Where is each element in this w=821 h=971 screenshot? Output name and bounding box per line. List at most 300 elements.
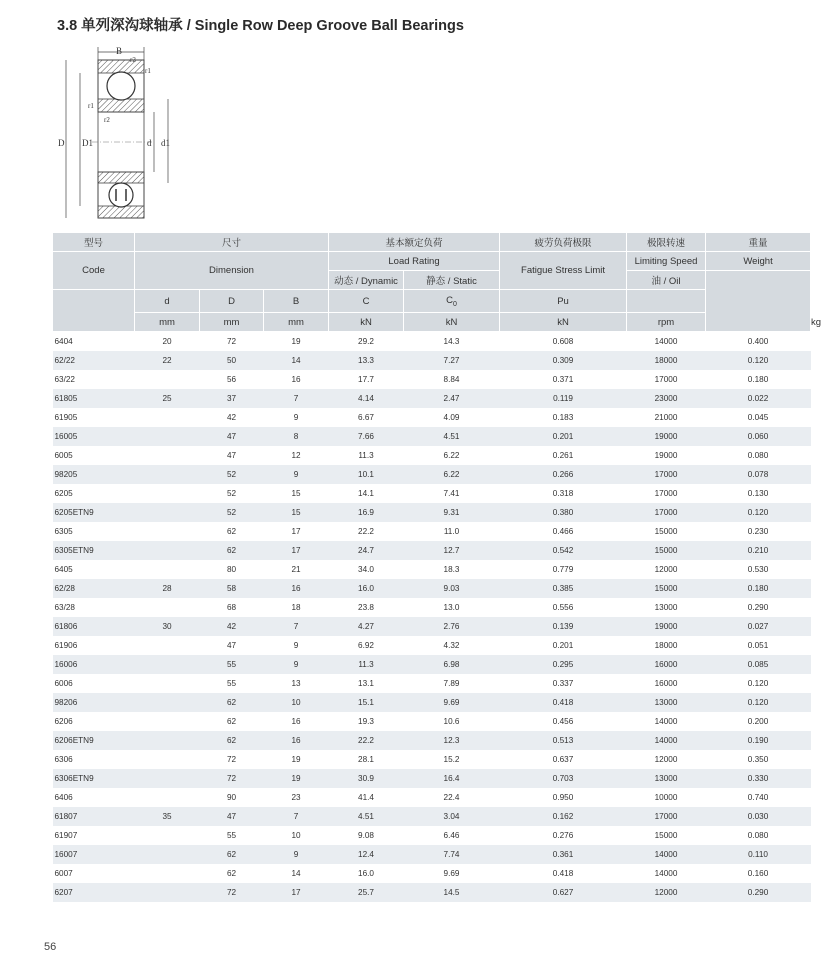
cell-D: 42	[200, 617, 264, 636]
table-row	[53, 617, 811, 636]
cell-code: 6207	[53, 883, 135, 902]
cell-D: 72	[200, 769, 264, 788]
cell-C: 4.14	[329, 389, 404, 408]
table-row	[53, 484, 811, 503]
cell-C0: 13.0	[404, 598, 500, 617]
table-row	[53, 465, 811, 484]
cell-code: 6306	[53, 750, 135, 769]
cell-C: 10.1	[329, 465, 404, 484]
cell-Pu: 0.261	[500, 446, 627, 465]
cell-code: 6007	[53, 864, 135, 883]
cell-weight: 0.530	[706, 560, 811, 579]
cell-weight: 0.085	[706, 655, 811, 674]
cell-speed: 14000	[627, 731, 706, 750]
cell-C0: 7.89	[404, 674, 500, 693]
cell-d	[135, 465, 200, 484]
cell-speed: 12000	[627, 750, 706, 769]
cell-B: 9	[264, 845, 329, 864]
cell-speed: 13000	[627, 693, 706, 712]
header-C: C	[329, 290, 404, 313]
cell-B: 17	[264, 541, 329, 560]
cell-code: 6405	[53, 560, 135, 579]
cell-C: 16.9	[329, 503, 404, 522]
table-row	[53, 503, 811, 522]
header-dynamic: 动态 / Dynamic	[329, 271, 404, 290]
cell-d	[135, 731, 200, 750]
cell-C0: 3.04	[404, 807, 500, 826]
cell-code: 61906	[53, 636, 135, 655]
cell-D: 52	[200, 503, 264, 522]
bearing-cross-section-diagram	[52, 42, 192, 222]
cell-speed: 13000	[627, 769, 706, 788]
cell-C0: 16.4	[404, 769, 500, 788]
cell-speed: 15000	[627, 541, 706, 560]
cell-B: 16	[264, 579, 329, 598]
header-code-blank	[53, 290, 135, 332]
cell-d	[135, 560, 200, 579]
cell-C0: 18.3	[404, 560, 500, 579]
label-d: d	[147, 138, 152, 148]
cell-d	[135, 370, 200, 389]
cell-C0: 6.22	[404, 446, 500, 465]
cell-code: 16005	[53, 427, 135, 446]
cell-speed: 17000	[627, 807, 706, 826]
cell-C0: 6.98	[404, 655, 500, 674]
cell-Pu: 0.556	[500, 598, 627, 617]
unit-Pu: kN	[500, 313, 627, 332]
cell-D: 47	[200, 427, 264, 446]
cell-Pu: 0.309	[500, 351, 627, 370]
cell-weight: 0.060	[706, 427, 811, 446]
cell-weight: 0.330	[706, 769, 811, 788]
cell-D: 62	[200, 731, 264, 750]
cell-d	[135, 788, 200, 807]
cell-d	[135, 674, 200, 693]
cell-C: 9.08	[329, 826, 404, 845]
cell-B: 7	[264, 617, 329, 636]
header-load-en: Load Rating	[329, 252, 500, 271]
cell-C0: 7.41	[404, 484, 500, 503]
unit-B: mm	[264, 313, 329, 332]
cell-B: 10	[264, 693, 329, 712]
cell-speed: 17000	[627, 484, 706, 503]
cell-B: 13	[264, 674, 329, 693]
cell-B: 19	[264, 769, 329, 788]
header-load-cn: 基本额定负荷	[329, 233, 500, 252]
cell-weight: 0.045	[706, 408, 811, 427]
cell-code: 98206	[53, 693, 135, 712]
unit-C0: kN	[404, 313, 500, 332]
cell-C0: 2.47	[404, 389, 500, 408]
cell-Pu: 0.456	[500, 712, 627, 731]
table-row	[53, 807, 811, 826]
header-dimension-cn: 尺寸	[135, 233, 329, 252]
cell-Pu: 0.119	[500, 389, 627, 408]
cell-C0: 9.69	[404, 693, 500, 712]
cell-B: 23	[264, 788, 329, 807]
cell-C0: 7.74	[404, 845, 500, 864]
cell-d	[135, 598, 200, 617]
cell-D: 62	[200, 693, 264, 712]
cell-D: 55	[200, 655, 264, 674]
cell-C: 24.7	[329, 541, 404, 560]
table-row	[53, 769, 811, 788]
cell-C0: 14.3	[404, 332, 500, 352]
cell-B: 19	[264, 332, 329, 352]
cell-code: 61907	[53, 826, 135, 845]
unit-rpm: rpm	[627, 313, 706, 332]
cell-D: 62	[200, 845, 264, 864]
cell-Pu: 0.183	[500, 408, 627, 427]
table-row	[53, 389, 811, 408]
cell-code: 6305	[53, 522, 135, 541]
cell-speed: 18000	[627, 351, 706, 370]
cell-weight: 0.120	[706, 674, 811, 693]
cell-speed: 17000	[627, 465, 706, 484]
cell-code: 6005	[53, 446, 135, 465]
cell-C: 14.1	[329, 484, 404, 503]
table-row	[53, 579, 811, 598]
cell-speed: 23000	[627, 389, 706, 408]
table-row	[53, 541, 811, 560]
table-row	[53, 712, 811, 731]
cell-speed: 15000	[627, 826, 706, 845]
cell-Pu: 0.418	[500, 693, 627, 712]
cell-d: 20	[135, 332, 200, 352]
cell-weight: 0.022	[706, 389, 811, 408]
cell-C0: 4.51	[404, 427, 500, 446]
cell-Pu: 0.466	[500, 522, 627, 541]
cell-D: 37	[200, 389, 264, 408]
cell-Pu: 0.385	[500, 579, 627, 598]
cell-D: 47	[200, 446, 264, 465]
cell-D: 52	[200, 484, 264, 503]
table-row	[53, 788, 811, 807]
table-row	[53, 655, 811, 674]
cell-d	[135, 750, 200, 769]
cell-weight: 0.160	[706, 864, 811, 883]
cell-C0: 7.27	[404, 351, 500, 370]
header-fatigue-cn: 疲劳负荷极限	[500, 233, 627, 252]
cell-Pu: 0.637	[500, 750, 627, 769]
cell-d	[135, 845, 200, 864]
cell-d: 35	[135, 807, 200, 826]
cell-code: 61805	[53, 389, 135, 408]
cell-D: 62	[200, 864, 264, 883]
cell-C0: 6.46	[404, 826, 500, 845]
cell-speed: 14000	[627, 332, 706, 352]
cell-d: 28	[135, 579, 200, 598]
cell-C: 17.7	[329, 370, 404, 389]
unit-D: mm	[200, 313, 264, 332]
cell-C0: 9.69	[404, 864, 500, 883]
cell-B: 16	[264, 370, 329, 389]
table-row	[53, 845, 811, 864]
cell-d	[135, 427, 200, 446]
cell-B: 8	[264, 427, 329, 446]
cell-D: 47	[200, 807, 264, 826]
cell-C0: 12.3	[404, 731, 500, 750]
table-body	[53, 332, 811, 903]
cell-Pu: 0.627	[500, 883, 627, 902]
label-r2-top: r2	[130, 56, 136, 64]
cell-C0: 22.4	[404, 788, 500, 807]
cell-C0: 9.31	[404, 503, 500, 522]
table-row	[53, 351, 811, 370]
cell-C: 13.3	[329, 351, 404, 370]
cell-d: 30	[135, 617, 200, 636]
cell-weight: 0.350	[706, 750, 811, 769]
header-static: 静态 / Static	[404, 271, 500, 290]
cell-Pu: 0.950	[500, 788, 627, 807]
cell-weight: 0.200	[706, 712, 811, 731]
cell-C: 11.3	[329, 655, 404, 674]
cell-B: 10	[264, 826, 329, 845]
cell-Pu: 0.266	[500, 465, 627, 484]
label-d1: d1	[161, 138, 170, 148]
cell-D: 58	[200, 579, 264, 598]
table-row	[53, 560, 811, 579]
table-row	[53, 826, 811, 845]
cell-speed: 16000	[627, 674, 706, 693]
cell-D: 68	[200, 598, 264, 617]
cell-B: 15	[264, 484, 329, 503]
cell-d	[135, 693, 200, 712]
cell-C0: 6.22	[404, 465, 500, 484]
cell-weight: 0.027	[706, 617, 811, 636]
cell-speed: 15000	[627, 579, 706, 598]
cell-d	[135, 446, 200, 465]
table-row	[53, 883, 811, 902]
cell-code: 98205	[53, 465, 135, 484]
cell-code: 6205	[53, 484, 135, 503]
cell-Pu: 0.295	[500, 655, 627, 674]
cell-d: 25	[135, 389, 200, 408]
cell-Pu: 0.337	[500, 674, 627, 693]
label-r2-left: r2	[104, 116, 110, 124]
cell-d	[135, 408, 200, 427]
label-r1-top: r1	[145, 67, 151, 75]
cell-speed: 13000	[627, 598, 706, 617]
cell-d	[135, 655, 200, 674]
cell-Pu: 0.162	[500, 807, 627, 826]
cell-D: 52	[200, 465, 264, 484]
unit-C: kN	[329, 313, 404, 332]
cell-D: 55	[200, 674, 264, 693]
cell-speed: 19000	[627, 427, 706, 446]
table-row	[53, 427, 811, 446]
cell-D: 42	[200, 408, 264, 427]
header-dimension-en: Dimension	[135, 252, 329, 290]
header-speed-en: Limiting Speed	[627, 252, 706, 271]
table-row	[53, 522, 811, 541]
cell-C: 34.0	[329, 560, 404, 579]
cell-C: 22.2	[329, 731, 404, 750]
cell-speed: 17000	[627, 370, 706, 389]
cell-D: 47	[200, 636, 264, 655]
header-weight-cn: 重量	[706, 233, 811, 252]
cell-B: 15	[264, 503, 329, 522]
table-row	[53, 370, 811, 389]
cell-d	[135, 484, 200, 503]
cell-weight: 0.290	[706, 598, 811, 617]
cell-code: 6205ETN9	[53, 503, 135, 522]
cell-C: 4.51	[329, 807, 404, 826]
cell-weight: 0.120	[706, 693, 811, 712]
header-speed-cn: 极限转速	[627, 233, 706, 252]
table-row	[53, 750, 811, 769]
cell-B: 17	[264, 522, 329, 541]
cell-speed: 18000	[627, 636, 706, 655]
header-B: B	[264, 290, 329, 313]
table-row	[53, 446, 811, 465]
cell-weight: 0.080	[706, 446, 811, 465]
cell-C: 28.1	[329, 750, 404, 769]
cell-C: 11.3	[329, 446, 404, 465]
cell-speed: 14000	[627, 712, 706, 731]
header-fatigue-en: Fatigue Stress Limit	[500, 252, 627, 290]
label-B: B	[116, 46, 123, 56]
header-C0: $C_0$	[404, 290, 500, 313]
cell-B: 17	[264, 883, 329, 902]
cell-speed: 19000	[627, 446, 706, 465]
cell-B: 9	[264, 465, 329, 484]
cell-Pu: 0.703	[500, 769, 627, 788]
cell-C0: 11.0	[404, 522, 500, 541]
table-row	[53, 332, 811, 352]
cell-B: 18	[264, 598, 329, 617]
label-D: D	[58, 138, 65, 148]
cell-code: 6305ETN9	[53, 541, 135, 560]
cell-B: 19	[264, 750, 329, 769]
cell-C: 22.2	[329, 522, 404, 541]
cell-C: 23.8	[329, 598, 404, 617]
header-speed-blank	[627, 290, 706, 313]
cell-C: 4.27	[329, 617, 404, 636]
cell-C0: 2.76	[404, 617, 500, 636]
cell-weight: 0.130	[706, 484, 811, 503]
cell-B: 9	[264, 636, 329, 655]
unit-d: mm	[135, 313, 200, 332]
cell-B: 7	[264, 389, 329, 408]
cell-code: 6006	[53, 674, 135, 693]
table-row	[53, 693, 811, 712]
cell-d	[135, 503, 200, 522]
cell-Pu: 0.608	[500, 332, 627, 352]
cell-D: 56	[200, 370, 264, 389]
cell-C: 29.2	[329, 332, 404, 352]
page-number: 56	[44, 941, 57, 953]
cell-Pu: 0.276	[500, 826, 627, 845]
table-row	[53, 731, 811, 750]
cell-B: 9	[264, 655, 329, 674]
cell-C: 30.9	[329, 769, 404, 788]
cell-speed: 12000	[627, 560, 706, 579]
header-weight-en: Weight	[706, 252, 811, 271]
cell-weight: 0.740	[706, 788, 811, 807]
cell-d	[135, 712, 200, 731]
cell-D: 90	[200, 788, 264, 807]
cell-C0: 9.03	[404, 579, 500, 598]
cell-d: 22	[135, 351, 200, 370]
cell-weight: 0.230	[706, 522, 811, 541]
cell-d	[135, 636, 200, 655]
cell-d	[135, 522, 200, 541]
cell-speed: 19000	[627, 617, 706, 636]
cell-weight: 0.080	[706, 826, 811, 845]
cell-D: 72	[200, 883, 264, 902]
cell-C: 16.0	[329, 864, 404, 883]
cell-code: 16006	[53, 655, 135, 674]
cell-C0: 15.2	[404, 750, 500, 769]
cell-weight: 0.051	[706, 636, 811, 655]
cell-D: 55	[200, 826, 264, 845]
cell-speed: 15000	[627, 522, 706, 541]
cell-code: 61905	[53, 408, 135, 427]
cell-speed: 10000	[627, 788, 706, 807]
cell-Pu: 0.201	[500, 427, 627, 446]
cell-B: 12	[264, 446, 329, 465]
cell-C: 12.4	[329, 845, 404, 864]
cell-weight: 0.400	[706, 332, 811, 352]
cell-d	[135, 883, 200, 902]
table-row	[53, 864, 811, 883]
cell-C0: 4.09	[404, 408, 500, 427]
header-d: d	[135, 290, 200, 313]
cell-weight: 0.078	[706, 465, 811, 484]
cell-B: 14	[264, 864, 329, 883]
cell-code: 62/28	[53, 579, 135, 598]
cell-Pu: 0.779	[500, 560, 627, 579]
cell-C: 7.66	[329, 427, 404, 446]
cell-code: 63/28	[53, 598, 135, 617]
cell-D: 72	[200, 332, 264, 352]
cell-code: 6404	[53, 332, 135, 352]
cell-Pu: 0.201	[500, 636, 627, 655]
cell-speed: 17000	[627, 503, 706, 522]
cell-speed: 16000	[627, 655, 706, 674]
cell-weight: 0.210	[706, 541, 811, 560]
label-r1-left: r1	[88, 102, 94, 110]
cell-B: 7	[264, 807, 329, 826]
cell-C: 25.7	[329, 883, 404, 902]
cell-B: 16	[264, 731, 329, 750]
cell-D: 62	[200, 522, 264, 541]
table-row	[53, 636, 811, 655]
cell-C0: 10.6	[404, 712, 500, 731]
cell-D: 80	[200, 560, 264, 579]
table-row	[53, 408, 811, 427]
cell-C: 6.92	[329, 636, 404, 655]
bearing-spec-table: 型号 尺寸 基本额定负荷 疲劳负荷极限 极限转速 重量 Code Dimension Load Rating Fatigue Stress Limit Limiting Speed Weight 动态 / Dynamic 静态 / Static 油 / Oil d D B C $C_0$ Pu mm mm mm kN kN kN rpm kg 6404 20 72 19 29.2 14.3 0.608 14000 0.400 62/22 22 50 14 13.3 7.27 0.309 18000 0.120 63/22 56 16 17.7 8.84 0.371 17000 0.180 61805 25 37 7 4.14 2.47 0.119 23000 0.022 61905 42 9 6.67 4.09 0.183 21000 0.045 16005 47 8 7.66 4.51 0.201 19000 0.060 6005 47 12 11.3 6.22 0.261 19000 0.080 98205 52 9 10.1 6.22 0.266 17000 0.078 6205 52 15 14.1 7.41 0.318 17000 0.130 6205ETN9 52 15 16.9 9.31 0.380 17000 0.120 6305 62 17 22.2 11.0 0.466 15000 0.230 6305ETN9 62 17 24.7 12.7 0.542 15000 0.210 6405 80 21 34.0 18.3 0.779 12000 0.530 62/28 28 58 16 16.0 9.03 0.385 15000 0.180 63/28 68 18 23.8 13.0 0.556 13000 0.290 61806 30 42 7 4.27 2.76 0.139 19000 0.027 61906 47 9 6.92 4.32 0.201 18000 0.051 16006 55 9 11.3 6.98 0.295 16000 0.085 6006 55 13 13.1 7.89 0.337 16000 0.120 98206 62 10 15.1 9.69 0.418 13000 0.120 6206 62 16 19.3 10.6 0.456 14000 0.200 6206ETN9 62 16 22.2 12.3 0.513 14000 0.190 6306 72 19 28.1 15.2 0.637 12000 0.350 6306ETN9 72 19 30.9 16.4 0.703 13000 0.330 6406 90 23 41.4 22.4 0.950 10000 0.740 61807 35 47 7 4.51 3.04 0.162 17000 0.030 61907 55 10 9.08 6.46 0.276 15000 0.080 16007 62 9 12.4 7.74 0.361 14000 0.110 6007 62 14 16.0 9.69 0.418 14000 0.160 6207 72 17 25.7 14.5 0.627 12000 0.290	[52, 232, 811, 902]
cell-speed: 14000	[627, 845, 706, 864]
cell-speed: 12000	[627, 883, 706, 902]
cell-C0: 8.84	[404, 370, 500, 389]
cell-code: 61806	[53, 617, 135, 636]
cell-C: 16.0	[329, 579, 404, 598]
header-code-en: Code	[53, 252, 135, 290]
cell-weight: 0.180	[706, 579, 811, 598]
cell-code: 62/22	[53, 351, 135, 370]
header-Pu: Pu	[500, 290, 627, 313]
cell-D: 62	[200, 541, 264, 560]
cell-code: 61807	[53, 807, 135, 826]
cell-D: 62	[200, 712, 264, 731]
header-code-cn: 型号	[53, 233, 135, 252]
header-C0-subscript: 0	[452, 300, 457, 308]
cell-weight: 0.180	[706, 370, 811, 389]
cell-d	[135, 826, 200, 845]
